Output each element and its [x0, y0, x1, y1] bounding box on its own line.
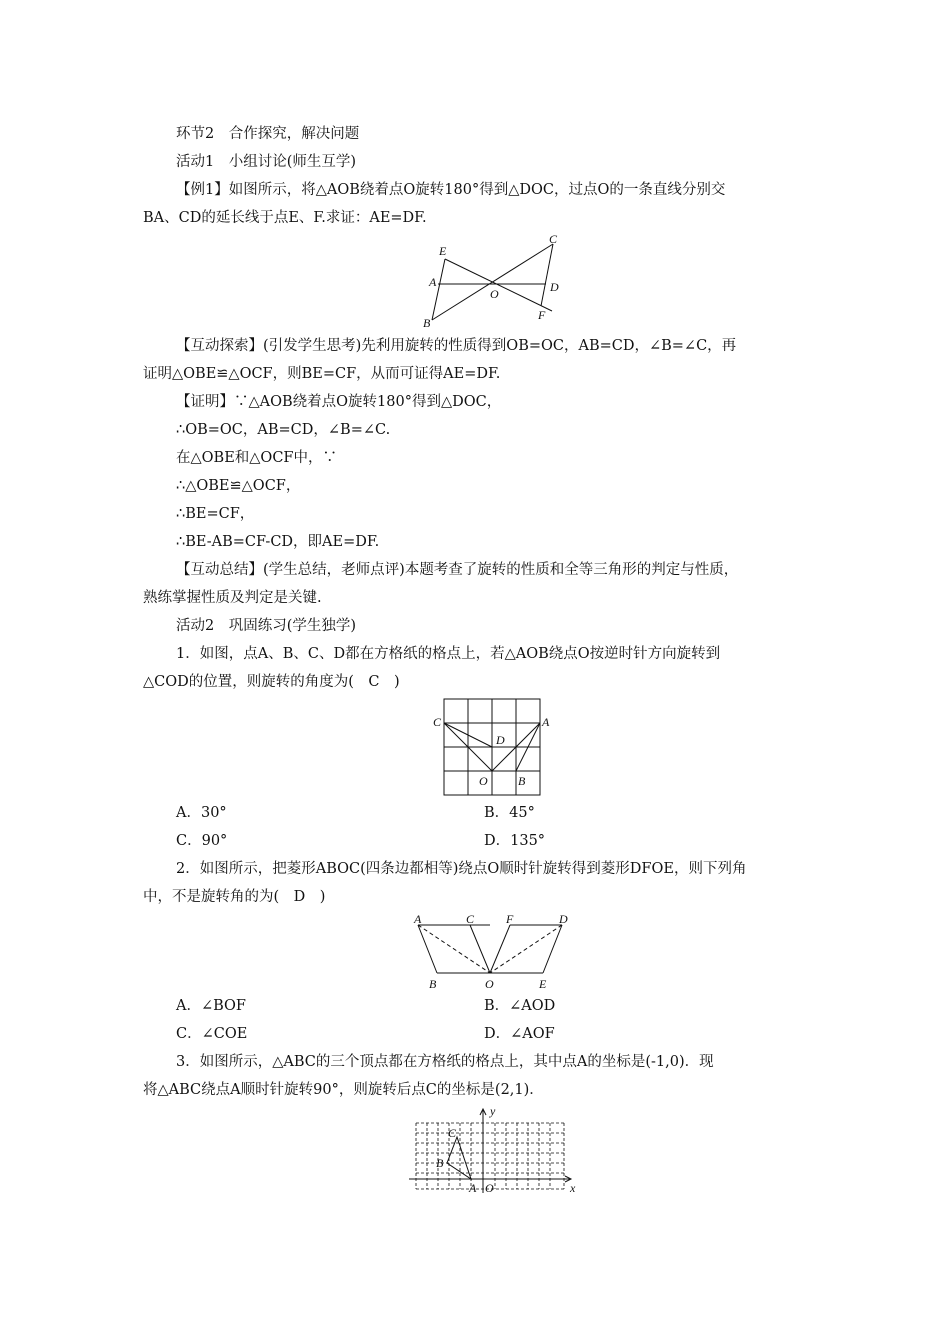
label-O: O: [485, 1181, 494, 1195]
label-y: y: [490, 1104, 496, 1118]
q1-option-b: B．45°: [484, 805, 535, 821]
label-F: F: [538, 308, 546, 322]
example1-line2: BA、CD的延长线于点E、F.求证：AE=DF.: [143, 210, 427, 226]
label-B: B: [436, 1156, 444, 1170]
q2-line2: 中，不是旋转角的为( D ): [143, 889, 326, 905]
label-C: C: [549, 232, 558, 246]
label-D: D: [559, 912, 568, 926]
proof-line-6: ∴BE-AB=CF-CD，即AE=DF.: [176, 534, 380, 550]
label-O: O: [485, 977, 494, 991]
q1-line1: 1．如图，点A、B、C、D都在方格纸的格点上，若△AOB绕点O按逆时针方向旋转到: [176, 646, 721, 662]
q2-option-b: B．∠AOD: [484, 998, 556, 1014]
q2-rhombus-figure: [408, 908, 578, 992]
line-EF: [445, 259, 552, 311]
label-C: C: [466, 912, 475, 926]
label-x: x: [570, 1181, 576, 1195]
proof-line-2: ∴OB=OC，AB=CD，∠B=∠C.: [176, 422, 391, 438]
segment-FO: [490, 925, 510, 973]
label-D: D: [496, 733, 505, 747]
label-A: A: [469, 1181, 477, 1195]
q3-line1: 3．如图所示，△ABC的三个顶点都在方格纸的格点上，其中点A的坐标是(-1,0)．现: [176, 1054, 714, 1070]
label-F: F: [506, 912, 514, 926]
line-CF: [541, 244, 553, 306]
q2-option-d: D．∠AOF: [484, 1026, 555, 1042]
segment-AB: [418, 925, 437, 973]
section-title: 环节2 合作探究，解决问题: [176, 126, 360, 142]
example1-figure: [420, 228, 570, 332]
segment-DE: [543, 925, 562, 973]
label-A: A: [414, 912, 422, 926]
summary-line2: 熟练掌握性质及判定是关键.: [143, 590, 322, 606]
q3-coordinate-figure: [405, 1103, 585, 1195]
segment-CO: [470, 925, 490, 973]
line-EB: [432, 259, 445, 320]
proof-line-1: 【证明】∵△AOB绕着点O旋转180°得到△DOC，: [176, 394, 502, 410]
label-B: B: [518, 774, 526, 788]
label-E: E: [539, 977, 547, 991]
q1-grid-figure: [428, 693, 558, 799]
explore-line2: 证明△OBE≌△OCF，则BE=CF，从而可证得AE=DF.: [143, 366, 501, 382]
dashed-DO: [490, 925, 562, 973]
label-E: E: [439, 244, 447, 258]
label-O: O: [479, 774, 488, 788]
q2-option-a: A．∠BOF: [176, 998, 246, 1014]
q3-line2: 将△ABC绕点A顺时针旋转90°，则旋转后点C的坐标是(2,1)．: [143, 1082, 544, 1098]
q1-option-c: C．90°: [176, 833, 228, 849]
activity2-heading: 活动2 巩固练习(学生独学): [176, 618, 357, 634]
example1-line1: 【例1】如图所示，将△AOB绕着点O旋转180°得到△DOC，过点O的一条直线分别交: [176, 182, 726, 198]
q1-option-a: A．30°: [176, 805, 227, 821]
summary-line1: 【互动总结】(学生总结，老师点评)本题考查了旋转的性质和全等三角形的判定与性质，: [176, 562, 739, 578]
label-A: A: [429, 275, 437, 289]
proof-line-4: ∴△OBE≌△OCF，: [176, 478, 301, 494]
q2-line1: 2．如图所示，把菱形ABOC(四条边都相等)绕点O顺时针旋转得到菱形DFOE，则下列角: [176, 861, 747, 877]
q1-option-d: D．135°: [484, 833, 546, 849]
q1-line2: △COD的位置，则旋转的角度为( C ): [143, 674, 400, 690]
q2-option-c: C．∠COE: [176, 1026, 248, 1042]
activity1-heading: 活动1 小组讨论(师生互学): [176, 154, 357, 170]
label-C: C: [448, 1126, 457, 1140]
label-C: C: [433, 715, 442, 729]
label-D: D: [550, 280, 559, 294]
label-B: B: [429, 977, 437, 991]
dashed-AO: [418, 925, 490, 973]
explore-line1: 【互动探索】(引发学生思考)先利用旋转的性质得到OB=OC，AB=CD，∠B=∠C，再: [176, 338, 737, 354]
line-BC: [432, 244, 553, 320]
proof-line-3: 在△OBE和△OCF中，∵: [176, 450, 337, 466]
label-A: A: [542, 715, 550, 729]
label-O: O: [490, 287, 499, 301]
proof-line-5: ∴BE=CF，: [176, 506, 255, 522]
label-B: B: [423, 316, 431, 330]
